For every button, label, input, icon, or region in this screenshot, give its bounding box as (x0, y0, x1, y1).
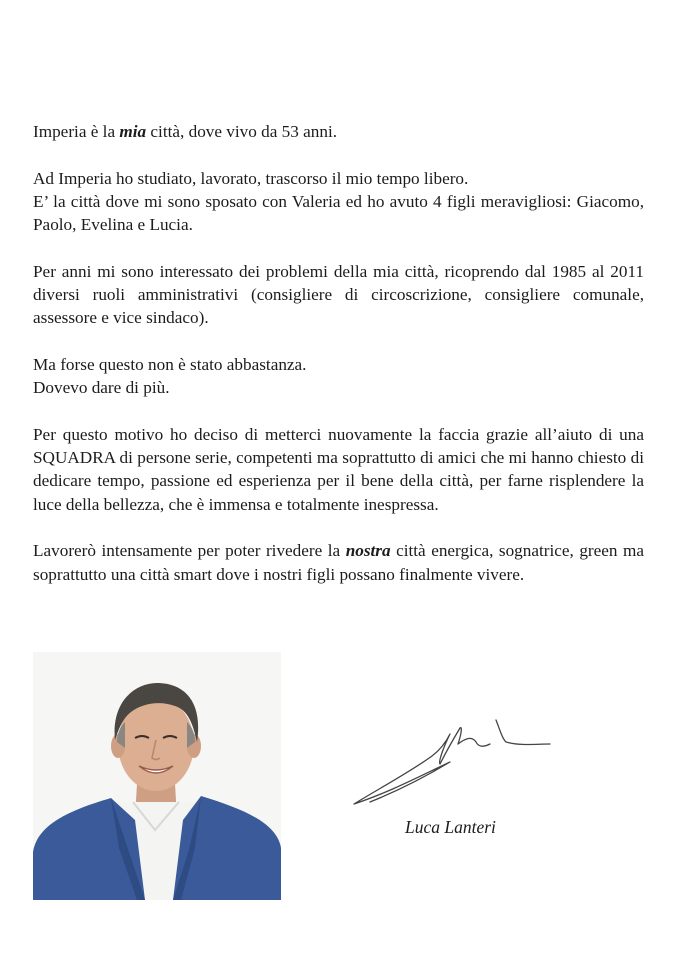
paragraph-intro: Imperia è la mia città, dove vivo da 53 anni. (33, 122, 338, 141)
paragraph-reflection (33, 353, 644, 400)
signature-name: Luca Lanteri (405, 817, 496, 837)
line-studies: Ad Imperia ho studiato, lavorato, trascorso il mio tempo libero. (33, 168, 469, 188)
portrait-illustration (33, 652, 281, 900)
line-not-enough: Ma forse questo non è stato abbastanza. (33, 354, 307, 374)
letter-body (33, 120, 644, 586)
handwritten-signature (350, 712, 555, 812)
paragraph-experience: Per anni mi sono interessato dei problemi della mia città, ricoprendo dal 1985 al 2011 diversi ruoli amministrativi (consigliere di circoscrizione, consigliere comunale, assessore e vice sindaco). (33, 261, 644, 328)
paragraph-vision: Lavorerò intensamente per poter rivedere la nostra città energica, sognatrice, green ma soprattutto una città smart dove i nostri figli possano finalmente vivere. (33, 541, 644, 584)
paragraph-team: Per questo motivo ho deciso di metterci nuovamente la faccia grazie all’aiuto di una SQUADRA di persone serie, competenti ma soprattutto di amici che mi hanno chiesto di dedicare tempo, passione ed esperienza per il bene della città, per farne risplendere la luce della bellezza, che è immensa e totalmente inespressa. (33, 424, 644, 514)
emphasis-nostra: nostra (345, 541, 391, 561)
line-give-more: Dovevo dare di più. (33, 378, 170, 398)
emphasis-mia: mia (119, 122, 147, 141)
line-family: E’ la città dove mi sono sposato con Valeria ed ho avuto 4 figli meravigliosi: Giacomo, Paolo, Evelina e Lucia. (33, 191, 644, 235)
paragraph-family (33, 167, 644, 237)
candidate-portrait (33, 652, 281, 900)
signature-stroke (350, 712, 555, 812)
